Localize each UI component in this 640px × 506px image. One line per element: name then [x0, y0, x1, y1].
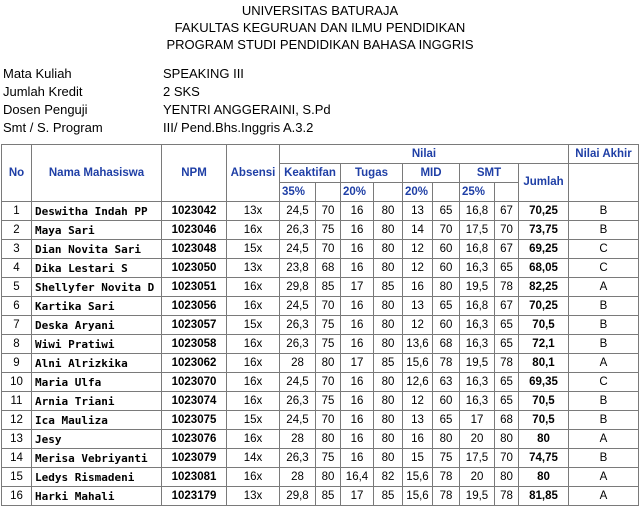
student-name: Dian Novita Sari — [32, 240, 162, 259]
mid-weighted: 16 — [403, 430, 433, 449]
tugas-score: 82 — [374, 468, 403, 487]
student-npm: 1023057 — [162, 316, 227, 335]
total-score: 70,5 — [519, 411, 569, 430]
table-row — [2, 449, 639, 468]
keaktifan-score: 70 — [316, 202, 341, 221]
mid-weighted: 15 — [403, 449, 433, 468]
mid-score: 80 — [433, 278, 460, 297]
row-no: 1 — [2, 202, 32, 221]
smt-score: 65 — [495, 335, 519, 354]
mid-weighted: 13 — [403, 411, 433, 430]
header-absensi: Absensi — [227, 145, 280, 202]
keaktifan-weighted: 26,3 — [280, 221, 316, 240]
header-npm: NPM — [162, 145, 227, 202]
table-row — [2, 221, 639, 240]
smt-score: 65 — [495, 373, 519, 392]
pct-smt: 25% — [460, 183, 495, 202]
tugas-score: 85 — [374, 487, 403, 506]
attendance: 15x — [227, 411, 280, 430]
tugas-score: 85 — [374, 354, 403, 373]
smt-weighted: 17,5 — [460, 221, 495, 240]
pct-tugas: 20% — [341, 183, 374, 202]
keaktifan-weighted: 28 — [280, 468, 316, 487]
keaktifan-score: 70 — [316, 373, 341, 392]
row-no: 9 — [2, 354, 32, 373]
tugas-score: 80 — [374, 430, 403, 449]
student-npm: 1023062 — [162, 354, 227, 373]
tugas-weighted: 17 — [341, 354, 374, 373]
student-npm: 1023042 — [162, 202, 227, 221]
attendance: 16x — [227, 221, 280, 240]
smt-score: 78 — [495, 354, 519, 373]
mid-score: 60 — [433, 316, 460, 335]
smt-score: 70 — [495, 221, 519, 240]
mid-weighted: 15,6 — [403, 354, 433, 373]
tugas-score: 80 — [374, 335, 403, 354]
row-no: 15 — [2, 468, 32, 487]
final-grade: B — [569, 297, 639, 316]
tugas-weighted: 17 — [341, 278, 374, 297]
mid-weighted: 15,6 — [403, 468, 433, 487]
smt-weighted: 17,5 — [460, 449, 495, 468]
tugas-weighted: 16 — [341, 259, 374, 278]
pct-mid: 20% — [403, 183, 433, 202]
attendance: 16x — [227, 278, 280, 297]
smt-score: 78 — [495, 487, 519, 506]
student-name: Jesy — [32, 430, 162, 449]
smt-score: 67 — [495, 297, 519, 316]
table-row — [2, 240, 639, 259]
student-name: Ica Mauliza — [32, 411, 162, 430]
examiner-value: YENTRI ANGGERAINI, S.Pd — [163, 102, 331, 117]
tugas-score: 80 — [374, 316, 403, 335]
table-row — [2, 316, 639, 335]
smt-score: 68 — [495, 411, 519, 430]
university-title: UNIVERSITAS BATURAJA — [241, 3, 399, 18]
keaktifan-weighted: 24,5 — [280, 240, 316, 259]
smt-weighted: 19,5 — [460, 278, 495, 297]
smt-weighted: 16,3 — [460, 259, 495, 278]
student-npm: 1023076 — [162, 430, 227, 449]
smt-weighted: 16,3 — [460, 392, 495, 411]
row-no: 14 — [2, 449, 32, 468]
mid-score: 60 — [433, 240, 460, 259]
student-name: Harki Mahali — [32, 487, 162, 506]
tugas-weighted: 16 — [341, 202, 374, 221]
total-score: 69,25 — [519, 240, 569, 259]
keaktifan-score: 75 — [316, 316, 341, 335]
keaktifan-weighted: 28 — [280, 430, 316, 449]
header-nilai-akhir: Nilai Akhir — [569, 145, 639, 164]
attendance: 16x — [227, 335, 280, 354]
attendance: 15x — [227, 316, 280, 335]
mid-score: 63 — [433, 373, 460, 392]
attendance: 16x — [227, 297, 280, 316]
header-mid: MID — [403, 164, 460, 183]
student-npm: 1023179 — [162, 487, 227, 506]
attendance: 13x — [227, 487, 280, 506]
row-no: 13 — [2, 430, 32, 449]
tugas-score: 80 — [374, 297, 403, 316]
final-grade: B — [569, 392, 639, 411]
mid-score: 68 — [433, 335, 460, 354]
mid-score: 65 — [433, 202, 460, 221]
student-name: Shellyfer Novita D — [32, 278, 162, 297]
mid-weighted: 12,6 — [403, 373, 433, 392]
keaktifan-weighted: 26,3 — [280, 316, 316, 335]
student-name: Merisa Vebriyanti — [32, 449, 162, 468]
keaktifan-score: 75 — [316, 221, 341, 240]
tugas-weighted: 16 — [341, 430, 374, 449]
header-nilai-akhir-blank — [569, 164, 639, 202]
final-grade: B — [569, 411, 639, 430]
student-name: Maya Sari — [32, 221, 162, 240]
header-name: Nama Mahasiswa — [32, 145, 162, 202]
table-row — [2, 202, 639, 221]
mid-weighted: 12 — [403, 392, 433, 411]
tugas-weighted: 16 — [341, 221, 374, 240]
total-score: 74,75 — [519, 449, 569, 468]
keaktifan-score: 85 — [316, 487, 341, 506]
student-name: Arnia Triani — [32, 392, 162, 411]
course-value: SPEAKING III — [163, 66, 244, 81]
keaktifan-weighted: 24,5 — [280, 202, 316, 221]
mid-score: 78 — [433, 468, 460, 487]
smt-score: 80 — [495, 468, 519, 487]
row-no: 10 — [2, 373, 32, 392]
student-npm: 1023056 — [162, 297, 227, 316]
row-no: 6 — [2, 297, 32, 316]
keaktifan-score: 75 — [316, 449, 341, 468]
total-score: 80 — [519, 430, 569, 449]
smt-weighted: 17 — [460, 411, 495, 430]
keaktifan-score: 70 — [316, 297, 341, 316]
attendance: 13x — [227, 202, 280, 221]
student-name: Wiwi Pratiwi — [32, 335, 162, 354]
keaktifan-weighted: 24,5 — [280, 297, 316, 316]
tugas-weighted: 16 — [341, 240, 374, 259]
total-score: 81,85 — [519, 487, 569, 506]
tugas-score: 80 — [374, 449, 403, 468]
mid-score: 60 — [433, 259, 460, 278]
pct-keaktifan: 35% — [280, 183, 316, 202]
final-grade: C — [569, 373, 639, 392]
student-npm: 1023051 — [162, 278, 227, 297]
smt-weighted: 16,8 — [460, 240, 495, 259]
row-no: 5 — [2, 278, 32, 297]
table-row — [2, 373, 639, 392]
smt-score: 65 — [495, 259, 519, 278]
keaktifan-score: 68 — [316, 259, 341, 278]
keaktifan-weighted: 24,5 — [280, 411, 316, 430]
tugas-weighted: 16 — [341, 297, 374, 316]
total-score: 69,35 — [519, 373, 569, 392]
smt-score: 70 — [495, 449, 519, 468]
mid-weighted: 15,6 — [403, 487, 433, 506]
student-npm: 1023050 — [162, 259, 227, 278]
final-grade: A — [569, 487, 639, 506]
mid-score: 75 — [433, 449, 460, 468]
smt-weighted: 16,3 — [460, 335, 495, 354]
row-no: 8 — [2, 335, 32, 354]
final-grade: A — [569, 468, 639, 487]
tugas-score: 80 — [374, 202, 403, 221]
header-smt: SMT — [460, 164, 519, 183]
smt-score: 78 — [495, 278, 519, 297]
credit-value: 2 SKS — [163, 84, 200, 99]
tugas-score: 80 — [374, 411, 403, 430]
total-score: 70,5 — [519, 392, 569, 411]
tugas-score: 80 — [374, 392, 403, 411]
mid-weighted: 12 — [403, 240, 433, 259]
tugas-score: 80 — [374, 259, 403, 278]
table-row — [2, 487, 639, 506]
row-no: 11 — [2, 392, 32, 411]
final-grade: A — [569, 278, 639, 297]
tugas-weighted: 16 — [341, 411, 374, 430]
student-npm: 1023048 — [162, 240, 227, 259]
mid-weighted: 16 — [403, 278, 433, 297]
tugas-weighted: 16 — [341, 373, 374, 392]
header-tugas: Tugas — [341, 164, 403, 183]
smt-weighted: 19,5 — [460, 354, 495, 373]
keaktifan-score: 85 — [316, 278, 341, 297]
total-score: 80,1 — [519, 354, 569, 373]
student-name: Dika Lestari S — [32, 259, 162, 278]
attendance: 16x — [227, 354, 280, 373]
keaktifan-score: 80 — [316, 354, 341, 373]
total-score: 68,05 — [519, 259, 569, 278]
mid-weighted: 13 — [403, 297, 433, 316]
smt-weighted: 16,3 — [460, 316, 495, 335]
final-grade: B — [569, 221, 639, 240]
header-no: No — [2, 145, 32, 202]
smt-weighted: 16,8 — [460, 202, 495, 221]
examiner-label: Dosen Penguji — [3, 102, 88, 117]
attendance: 16x — [227, 430, 280, 449]
keaktifan-weighted: 28 — [280, 354, 316, 373]
total-score: 70,25 — [519, 297, 569, 316]
total-score: 82,25 — [519, 278, 569, 297]
student-npm: 1023046 — [162, 221, 227, 240]
table-row — [2, 430, 639, 449]
grades-table — [1, 144, 639, 506]
keaktifan-score: 80 — [316, 468, 341, 487]
course-label: Mata Kuliah — [3, 66, 72, 81]
final-grade: A — [569, 354, 639, 373]
keaktifan-weighted: 26,3 — [280, 449, 316, 468]
mid-score: 60 — [433, 392, 460, 411]
student-npm: 1023081 — [162, 468, 227, 487]
table-row — [2, 468, 639, 487]
attendance: 16x — [227, 392, 280, 411]
row-no: 12 — [2, 411, 32, 430]
grades-body — [2, 202, 639, 506]
smt-weighted: 16,3 — [460, 373, 495, 392]
attendance: 15x — [227, 240, 280, 259]
final-grade: C — [569, 259, 639, 278]
smt-weighted: 16,8 — [460, 297, 495, 316]
tugas-score: 80 — [374, 240, 403, 259]
keaktifan-score: 70 — [316, 240, 341, 259]
keaktifan-weighted: 24,5 — [280, 373, 316, 392]
mid-weighted: 13 — [403, 202, 433, 221]
keaktifan-score: 75 — [316, 392, 341, 411]
final-grade: B — [569, 449, 639, 468]
student-npm: 1023058 — [162, 335, 227, 354]
final-grade: B — [569, 202, 639, 221]
keaktifan-weighted: 26,3 — [280, 335, 316, 354]
table-row — [2, 259, 639, 278]
student-npm: 1023075 — [162, 411, 227, 430]
tugas-score: 85 — [374, 278, 403, 297]
row-no: 3 — [2, 240, 32, 259]
header-keaktifan: Keaktifan — [280, 164, 341, 183]
row-no: 7 — [2, 316, 32, 335]
keaktifan-score: 75 — [316, 335, 341, 354]
smt-score: 67 — [495, 202, 519, 221]
keaktifan-weighted: 29,8 — [280, 487, 316, 506]
keaktifan-weighted: 29,8 — [280, 278, 316, 297]
final-grade: B — [569, 335, 639, 354]
student-npm: 1023070 — [162, 373, 227, 392]
table-row — [2, 278, 639, 297]
tugas-weighted: 16 — [341, 335, 374, 354]
row-no: 2 — [2, 221, 32, 240]
semester-value: III/ Pend.Bhs.Inggris A.3.2 — [163, 120, 314, 135]
mid-score: 65 — [433, 411, 460, 430]
student-npm: 1023074 — [162, 392, 227, 411]
faculty-title: FAKULTAS KEGURUAN DAN ILMU PENDIDIKAN — [174, 20, 466, 35]
mid-weighted: 13,6 — [403, 335, 433, 354]
credit-label: Jumlah Kredit — [3, 84, 83, 99]
mid-score: 80 — [433, 430, 460, 449]
attendance: 14x — [227, 449, 280, 468]
final-grade: C — [569, 240, 639, 259]
smt-score: 80 — [495, 430, 519, 449]
program-title: PROGRAM STUDI PENDIDIKAN BAHASA INGGRIS — [166, 37, 474, 52]
semester-label: Smt / S. Program — [3, 120, 103, 135]
smt-weighted: 20 — [460, 430, 495, 449]
table-row — [2, 297, 639, 316]
tugas-weighted: 16 — [341, 316, 374, 335]
header-jumlah: Jumlah — [519, 164, 569, 202]
keaktifan-weighted: 26,3 — [280, 392, 316, 411]
mid-score: 78 — [433, 354, 460, 373]
mid-score: 78 — [433, 487, 460, 506]
tugas-weighted: 16 — [341, 449, 374, 468]
keaktifan-score: 70 — [316, 411, 341, 430]
mid-weighted: 12 — [403, 259, 433, 278]
table-row — [2, 335, 639, 354]
student-npm: 1023079 — [162, 449, 227, 468]
attendance: 16x — [227, 468, 280, 487]
row-no: 4 — [2, 259, 32, 278]
final-grade: B — [569, 316, 639, 335]
keaktifan-score: 80 — [316, 430, 341, 449]
mid-score: 65 — [433, 297, 460, 316]
tugas-score: 80 — [374, 221, 403, 240]
smt-weighted: 20 — [460, 468, 495, 487]
mid-weighted: 12 — [403, 316, 433, 335]
smt-weighted: 19,5 — [460, 487, 495, 506]
attendance: 13x — [227, 259, 280, 278]
student-name: Kartika Sari — [32, 297, 162, 316]
total-score: 73,75 — [519, 221, 569, 240]
tugas-weighted: 16,4 — [341, 468, 374, 487]
header-nilai: Nilai — [280, 145, 569, 164]
final-grade: A — [569, 430, 639, 449]
student-name: Maria Ulfa — [32, 373, 162, 392]
total-score: 70,5 — [519, 316, 569, 335]
tugas-weighted: 16 — [341, 392, 374, 411]
tugas-weighted: 17 — [341, 487, 374, 506]
smt-score: 65 — [495, 316, 519, 335]
tugas-score: 80 — [374, 373, 403, 392]
student-name: Alni Alrizkika — [32, 354, 162, 373]
student-name: Ledys Rismadeni — [32, 468, 162, 487]
table-row — [2, 411, 639, 430]
total-score: 70,25 — [519, 202, 569, 221]
total-score: 80 — [519, 468, 569, 487]
table-row — [2, 392, 639, 411]
row-no: 16 — [2, 487, 32, 506]
table-row — [2, 354, 639, 373]
mid-score: 70 — [433, 221, 460, 240]
total-score: 72,1 — [519, 335, 569, 354]
student-name: Deswitha Indah PP — [32, 202, 162, 221]
attendance: 16x — [227, 373, 280, 392]
keaktifan-weighted: 23,8 — [280, 259, 316, 278]
student-name: Deska Aryani — [32, 316, 162, 335]
mid-weighted: 14 — [403, 221, 433, 240]
smt-score: 67 — [495, 240, 519, 259]
smt-score: 65 — [495, 392, 519, 411]
